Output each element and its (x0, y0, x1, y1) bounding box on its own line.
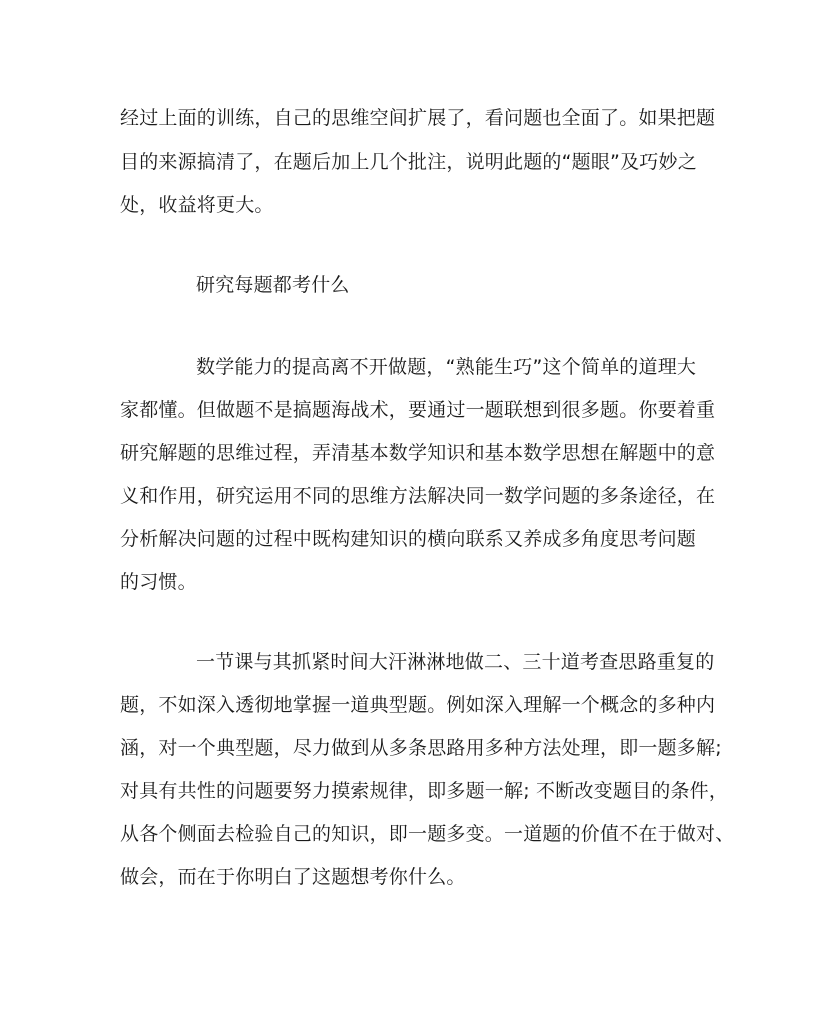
paragraph-line: 目的来源搞清了，在题后加上几个批注，说明此题的“题眼”及巧妙之 (120, 151, 697, 173)
paragraph-line: 从各个侧面去检验自己的知识，即一题多变。一道题的价值不在于做对、 (120, 823, 735, 845)
paragraph-line: 家都懂。但做题不是搞题海战术，要通过一题联想到很多题。你要着重 (120, 399, 716, 421)
paragraph-line: 数学能力的提高离不开做题，“熟能生巧”这个简单的道理大 (196, 356, 697, 378)
paragraph-line: 分析解决问题的过程中既构建知识的横向联系又养成多角度思考问题 (120, 528, 697, 550)
paragraph-line: 处，收益将更大。 (120, 194, 274, 216)
paragraph-line: 经过上面的训练，自己的思维空间扩展了，看问题也全面了。如果把题 (120, 107, 716, 129)
paragraph-line: 做会，而在于你明白了这题想考你什么。 (120, 866, 466, 888)
paragraph-line: 题，不如深入透彻地掌握一道典型题。例如深入理解一个概念的多种内 (120, 694, 716, 716)
paragraph-line: 的习惯。 (120, 571, 197, 593)
section-heading-text: 研究每题都考什么 (196, 274, 350, 296)
paragraph-line: 一节课与其抓紧时间大汗淋淋地做二、三十道考查思路重复的 (196, 651, 715, 673)
paragraph-line: 研究解题的思维过程，弄清基本数学知识和基本数学思想在解题中的意 (120, 442, 716, 464)
paragraph-line: 对具有共性的问题要努力摸索规律，即多题一解; 不断改变题目的条件， (120, 780, 729, 802)
paragraph-line: 义和作用，研究运用不同的思维方法解决同一数学问题的多条途径，在 (120, 485, 716, 507)
paragraph-line: 涵，对一个典型题，尽力做到从多条思路用多种方法处理，即一题多解; (120, 737, 722, 759)
